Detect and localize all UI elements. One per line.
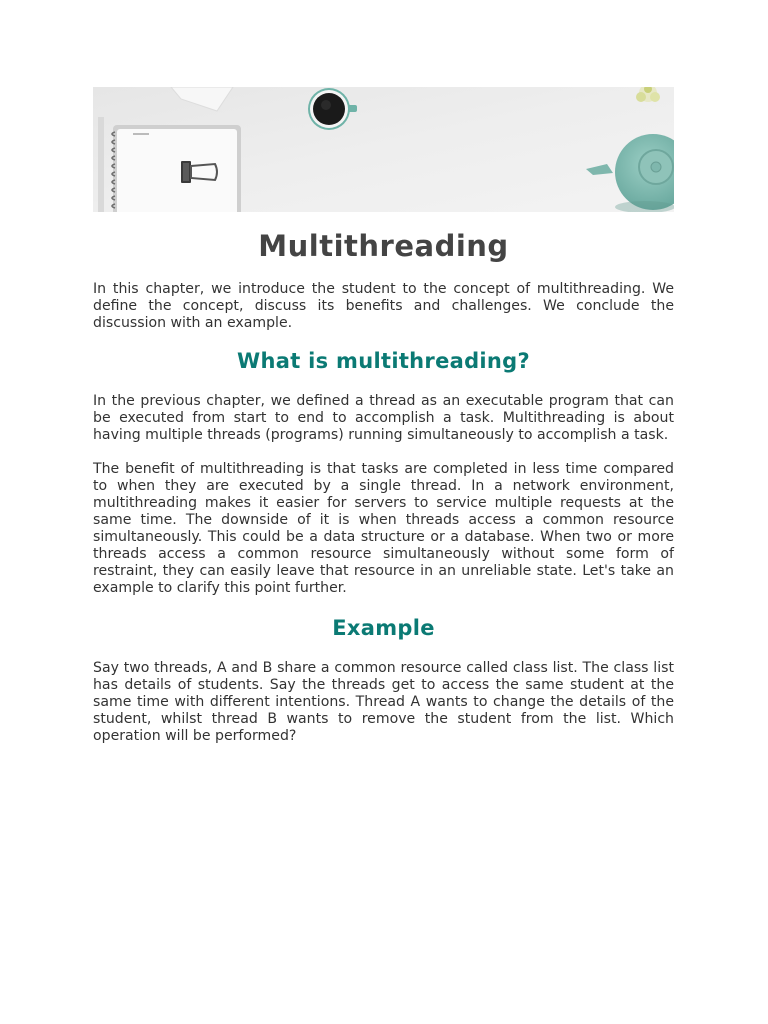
- notebook-icon: [98, 117, 241, 212]
- paragraph-thread-definition: In the previous chapter, we defined a thread as an executable program that can be executed from start to end to accomplish a task. Multithreading is about having multiple threads (programs) running simultaneously to accomplish a task.: [93, 393, 674, 443]
- section-heading-what-is-multithreading: What is multithreading?: [237, 349, 530, 373]
- paragraph-benefits: The benefit of multithreading is that tasks are completed in less time compared to when they are executed by a single thread. In a network environment, multithreading makes it easier for servers to service multiple requests at the same time. The downside of it is when threads access a common resource simultaneously. This could be a data structure or a database. When two or more threads access a common resource simultaneously without some form of restraint, they can easily leave that resource in an unreliable state. Let's take an example to clarify this point further.: [93, 461, 674, 596]
- section-heading-example: Example: [332, 616, 435, 640]
- header-banner-image: [93, 87, 674, 212]
- document-page: [93, 87, 674, 745]
- page-title: Multithreading: [258, 229, 509, 263]
- paragraph-example: Say two threads, A and B share a common resource called class list. The class list has details of students. Say the threads get to access the same student at the same time with different intentions. Thread A wants to change the details of the student, whilst thread B wants to remove the student from the list. Which operation will be performed?: [93, 660, 674, 744]
- intro-paragraph: In this chapter, we introduce the student to the concept of multithreading. We define the concept, discuss its benefits and challenges. We conclude the discussion with an example.: [93, 281, 674, 331]
